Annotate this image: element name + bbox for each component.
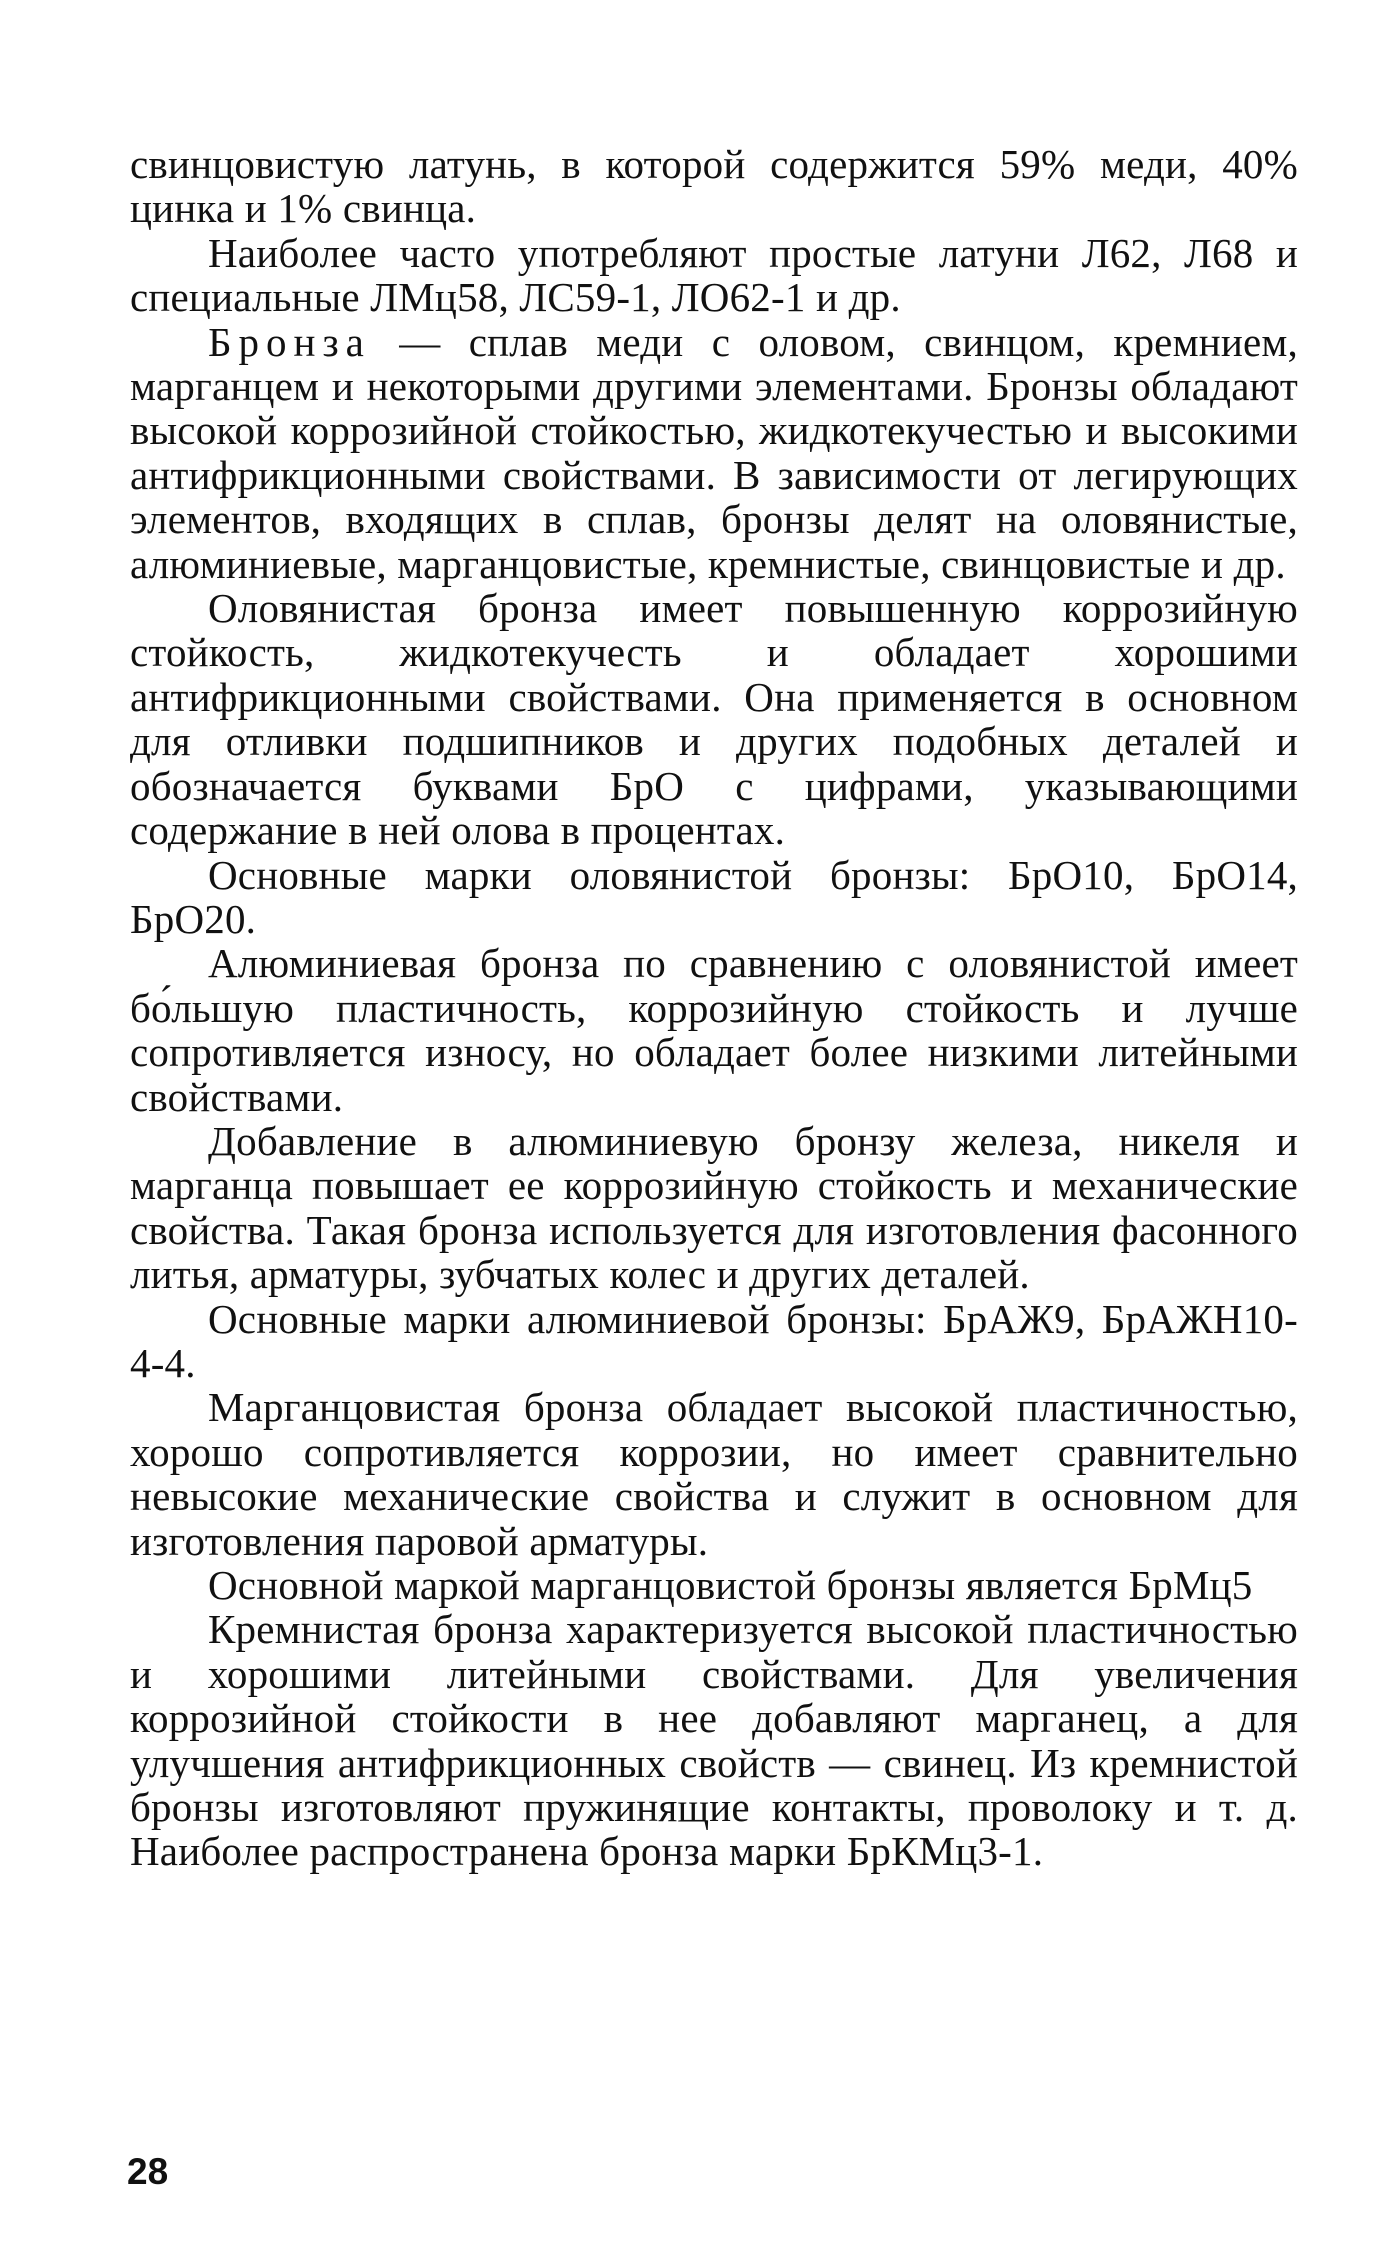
paragraph-manganese-bronze: Марганцовистая бронза обладает высокой пластичностью, хорошо сопротивляется коррозии, но имеет сравнительно невысокие механические свойства и служит в основном для изготовления паровой арматуры. — [130, 1384, 1298, 1564]
paragraph-manganese-grade: Основной маркой марганцовистой бронзы является БрМц5 — [208, 1562, 1253, 1608]
bronze-term: Бронза — [208, 318, 371, 365]
paragraph-silicon-bronze: Кремнистая бронза характеризуется высокой пластичностью и хорошими литейными свойствами. Для увеличения коррозийной стойкости в нее добавляют марганец, а для улучшения антифрикционных свойств — свинец. Из кремнистой бронзы изготовляют пружинящие контакты, проволоку и т. д. Наиболее распространена бронза марки БрКМц3-1. — [130, 1606, 1298, 1875]
paragraph-common-brasses: Наиболее часто употребляют простые латуни Л62, Л68 и специальные ЛМц58, ЛС59-1, ЛО62-1 и др. — [130, 229, 1298, 321]
paragraph-tin-bronze-grades: Основные марки оловянистой бронзы: БрО10, БрО14, БрО20. — [130, 851, 1298, 942]
paragraph-brass-continuation: свинцовистую латунь, в которой содержится 59% меди, 40% цинка и 1% свинца. — [130, 141, 1298, 232]
paragraph-tin-bronze: Оловянистая бронза имеет повышенную коррозийную стойкость, жидкотекучесть и обладает хорошими антифрикционными свойствами. Она применяется в основном для отливки подшипников и других подобных деталей и обозначается буквами БрО с цифрами, указывающими содержание в ней олова в процентах. — [130, 585, 1298, 854]
page-text — [130, 142, 1298, 1874]
page-number: 28 — [127, 2151, 169, 2192]
paragraph-bronze-definition — [130, 320, 1298, 586]
bronze-definition-text: — сплав меди с оловом, свинцом, кремнием, марганцем и некоторыми другими элементами. Бронзы обладают высокой коррозийной стойкостью, жидкотекучестью и высокими антифрикционными свойствами. В зависимости от легирующих элементов, входящих в сплав, бронзы делят на оловянистые, алюминиевые, марганцовистые, кремнистые, свинцовистые и др. — [130, 318, 1298, 587]
paragraph-aluminium-additives: Добавление в алюминиевую бронзу железа, никеля и марганца повышает ее коррозийную стойкость и механические свойства. Такая бронза используется для изготовления фасонного литья, арматуры, зубчатых колес и других деталей. — [130, 1117, 1298, 1298]
paragraph-aluminium-grades: Основные марки алюминиевой бронзы: БрАЖ9, БрАЖН10-4-4. — [130, 1295, 1298, 1386]
paragraph-aluminium-bronze: Алюминиевая бронза по сравнению с оловянистой имеет бо́льшую пластичность, коррозийную стойкость и лучше сопротивляется износу, но обладает более низкими литейными свойствами. — [130, 940, 1298, 1120]
